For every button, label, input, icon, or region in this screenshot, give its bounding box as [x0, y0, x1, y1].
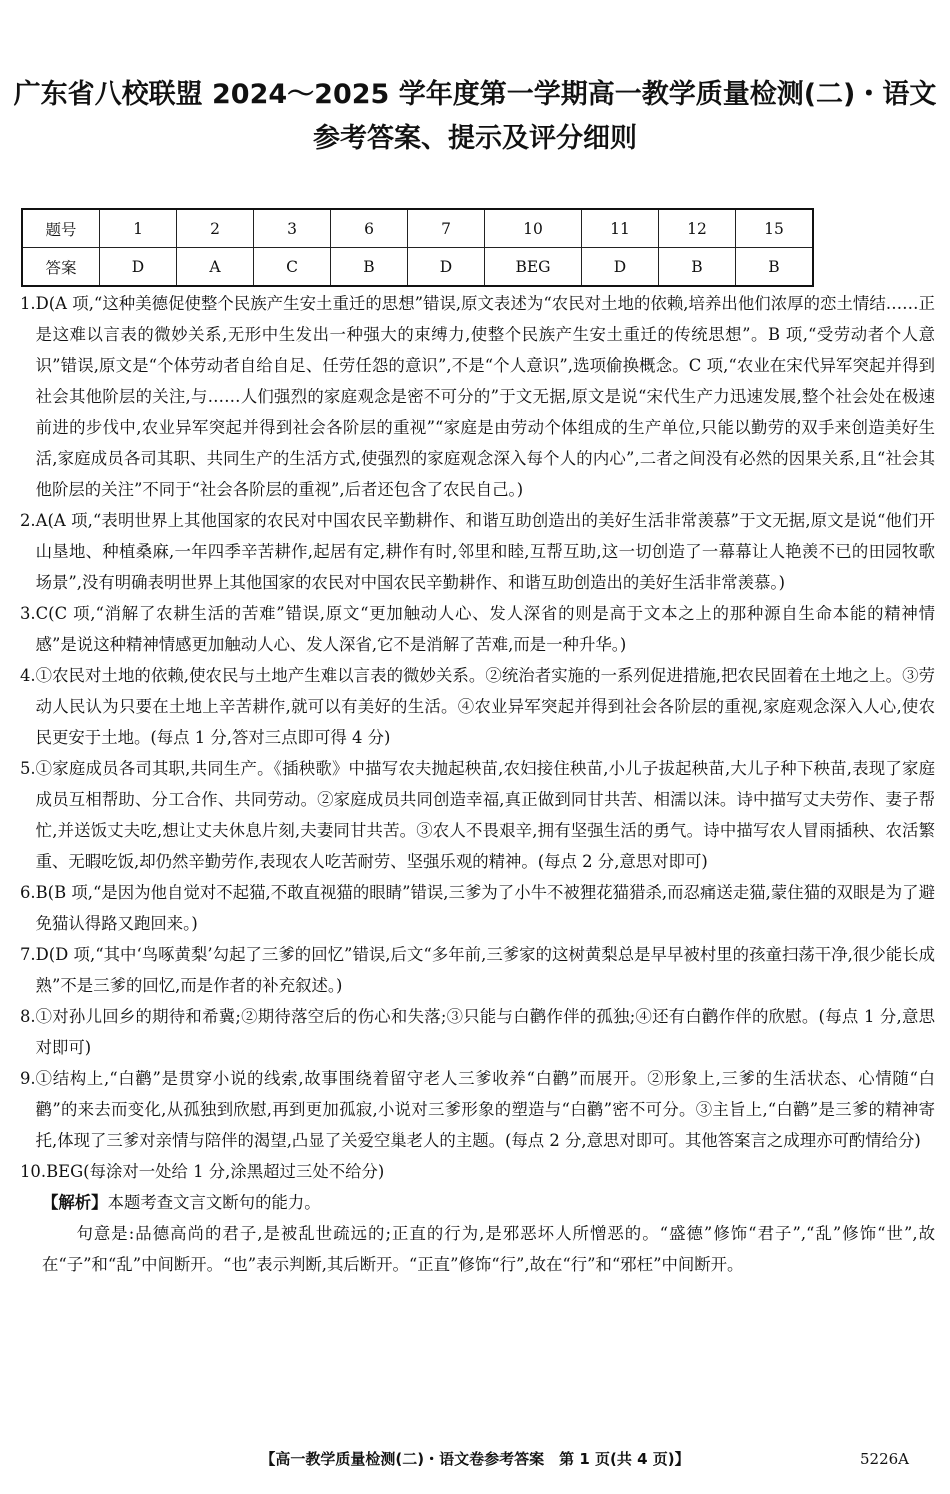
question-number-cell: 11 [582, 209, 659, 248]
question-number-cell: 10 [485, 209, 582, 248]
item-number: 2. [20, 511, 36, 530]
question-number-cell: 15 [736, 209, 814, 248]
answer-cell: D [582, 248, 659, 287]
row-label-answer: 答案 [22, 248, 100, 287]
page-footer: 【高一教学质量检测(二)・语文卷参考答案 第 1 页(共 4 页)】 [260, 1450, 690, 1468]
document-code: 5226A [860, 1450, 910, 1468]
item-text: A(A 项,“表明世界上其他国家的农民对中国农民辛勤耕作、和谐互助创造出的美好生活非常羡慕”于文无据,原文是说“他们开山垦地、种植桑麻,一年四季辛苦耕作,起居有定,耕作有时,邻里和睦,互帮互助,这一切创造了一幕幕让人艳羡不已的田园牧歌场景”,没有明确表明世界上其他国家的农民对中国农民辛勤耕作、和谐互助创造出的美好生活非常羡慕。) [35, 511, 935, 592]
item-number: 10. [20, 1162, 47, 1181]
question-number-cell: 3 [254, 209, 331, 248]
item-text: ①对孙儿回乡的期待和希冀;②期待落空后的伤心和失落;③只能与白鹳作伴的孤独;④还有白鹳作伴的欣慰。(每点 1 分,意思对即可) [35, 1007, 935, 1057]
question-number-cell: 7 [408, 209, 485, 248]
answer-cell: BEG [485, 248, 582, 287]
explanation-item [20, 1063, 935, 1156]
item-text: BEG(每涂对一处给 1 分,涂黑超过三处不给分) [46, 1162, 385, 1181]
question-number-row [22, 209, 813, 248]
explanation-item [20, 877, 935, 939]
explanation-item [20, 598, 935, 660]
question-number-cell: 6 [331, 209, 408, 248]
item-number: 7. [20, 945, 36, 964]
item-text: ①家庭成员各司其职,共同生产。《插秧歌》中描写农夫抛起秧苗,农妇接住秧苗,小儿子拔起秧苗,大儿子种下秧苗,表现了家庭成员互相帮助、分工合作、共同劳动。②家庭成员共同创造幸福,真正做到同甘共苦、相濡以沫。诗中描写丈夫劳作、妻子帮忙,并送饭丈夫吃,想让丈夫休息片刻,夫妻同甘共苦。③农人不畏艰辛,拥有坚强生活的勇气。诗中描写农人冒雨插秧、农活繁重、无暇吃饭,却仍然辛勤劳作,表现农人吃苦耐劳、坚强乐观的精神。(每点 2 分,意思对即可) [35, 759, 935, 871]
explanation-item [20, 1001, 935, 1063]
item-number: 9. [20, 1069, 36, 1088]
answer-table [21, 208, 814, 287]
item-text: ①结构上,“白鹳”是贯穿小说的线索,故事围绕着留守老人三爹收养“白鹳”而展开。②形象上,三爹的生活状态、心情随“白鹳”的来去而变化,从孤独到欣慰,再到更加孤寂,小说对三爹形象的塑造与“白鹳”密不可分。③主旨上,“白鹳”是三爹的精神寄托,体现了三爹对亲情与陪伴的渴望,凸显了关爱空巢老人的主题。(每点 2 分,意思对即可。其他答案言之成理亦可酌情给分) [35, 1069, 935, 1150]
item-number: 6. [20, 883, 36, 902]
item-number: 3. [20, 604, 36, 623]
answer-row [22, 248, 813, 287]
item-text: B(B 项,“是因为他自觉对不起猫,不敢直视猫的眼睛”错误,三爹为了小牛不被狸花猫猎杀,而忍痛送走猫,蒙住猫的双眼是为了避免猫认得路又跑回来。) [35, 883, 935, 933]
analysis-body: 句意是:品德高尚的君子,是被乱世疏远的;正直的行为,是邪恶坏人所憎恶的。“盛德”修饰“君子”,“乱”修饰“世”,故在“子”和“乱”中间断开。“也”表示判断,其后断开。“正直”修饰“行”,故在“行”和“邪枉”中间断开。 [42, 1224, 935, 1274]
question-number-cell: 1 [100, 209, 177, 248]
answer-cell: D [408, 248, 485, 287]
row-label-question-number: 题号 [22, 209, 100, 248]
explanation-item [20, 288, 935, 505]
explanation-item [20, 939, 935, 1001]
item-number: 8. [20, 1007, 36, 1026]
explanation-item [20, 505, 935, 598]
item-number: 4. [20, 666, 36, 685]
analysis-intro: 本题考查文言文断句的能力。 [107, 1193, 321, 1212]
item-number: 5. [20, 759, 36, 778]
explanation-item [20, 1156, 935, 1187]
answer-cell: A [177, 248, 254, 287]
explanation-item [20, 753, 935, 877]
item-text: D(A 项,“这种美德促使整个民族产生安土重迁的思想”错误,原文表述为“农民对土地的依赖,培养出他们浓厚的恋土情结……正是这难以言表的微妙关系,无形中生发出一种强大的束缚力,使整个民族产生安土重迁的传统思想”。B 项,“受劳动者个人意识”错误,原文是“个体劳动者自给自足、任劳任怨的意识”,不是“个人意识”,选项偷换概念。C 项,“农业在宋代异军突起并得到社会其他阶层的关注,与……人们强烈的家庭观念是密不可分的”于文无据,原文是说“宋代生产力迅速发展,整个社会处在极速前进的步伐中,农业异军突起并得到社会各阶层的重视”“家庭是由劳动个体组成的生产单位,只能以勤劳的双手来创造美好生活,家庭成员各司其职、共同生产的生活方式,使强烈的家庭观念深入每个人的内心”,二者之间没有必然的因果关系,且“社会其他阶层的关注”不同于“社会各阶层的重视”,后者还包含了农民自己。) [35, 294, 935, 499]
item-number: 1. [20, 294, 36, 313]
answer-explanations [20, 288, 935, 1280]
analysis-label: 【解析】 [42, 1193, 108, 1212]
page-subtitle: 参考答案、提示及评分细则 [313, 123, 637, 154]
item-text: C(C 项,“消解了农耕生活的苦难”错误,原文“更加触动人心、发人深省的则是高于文本之上的那种源自生命本能的精神情感”是说这种精神情感更加触动人心、发人深省,它不是消解了苦难,而是一种升华。) [35, 604, 935, 654]
explanation-item [20, 660, 935, 753]
question-number-cell: 12 [659, 209, 736, 248]
answer-cell: B [331, 248, 408, 287]
answer-cell: B [736, 248, 814, 287]
item-text: ①农民对土地的依赖,使农民与土地产生难以言表的微妙关系。②统治者实施的一系列促进措施,把农民固着在土地之上。③劳动人民认为只要在土地上辛苦耕作,就可以有美好的生活。④农业异军突起并得到社会各阶层的重视,家庭观念深入人心,使农民更安于土地。(每点 1 分,答对三点即可得 4 分) [35, 666, 935, 747]
answer-cell: C [254, 248, 331, 287]
answer-cell: B [659, 248, 736, 287]
answer-cell: D [100, 248, 177, 287]
page-title: 广东省八校联盟 2024～2025 学年度第一学期高一教学质量检测(二)・语文 [13, 79, 937, 110]
question-number-cell: 2 [177, 209, 254, 248]
analysis-heading [42, 1187, 935, 1218]
item-text: D(D 项,“其中‘鸟啄黄梨’勾起了三爹的回忆”错误,后文“多年前,三爹家的这树黄梨总是早早被村里的孩童扫荡干净,很少能长成熟”不是三爹的回忆,而是作者的补充叙述。) [35, 945, 935, 995]
